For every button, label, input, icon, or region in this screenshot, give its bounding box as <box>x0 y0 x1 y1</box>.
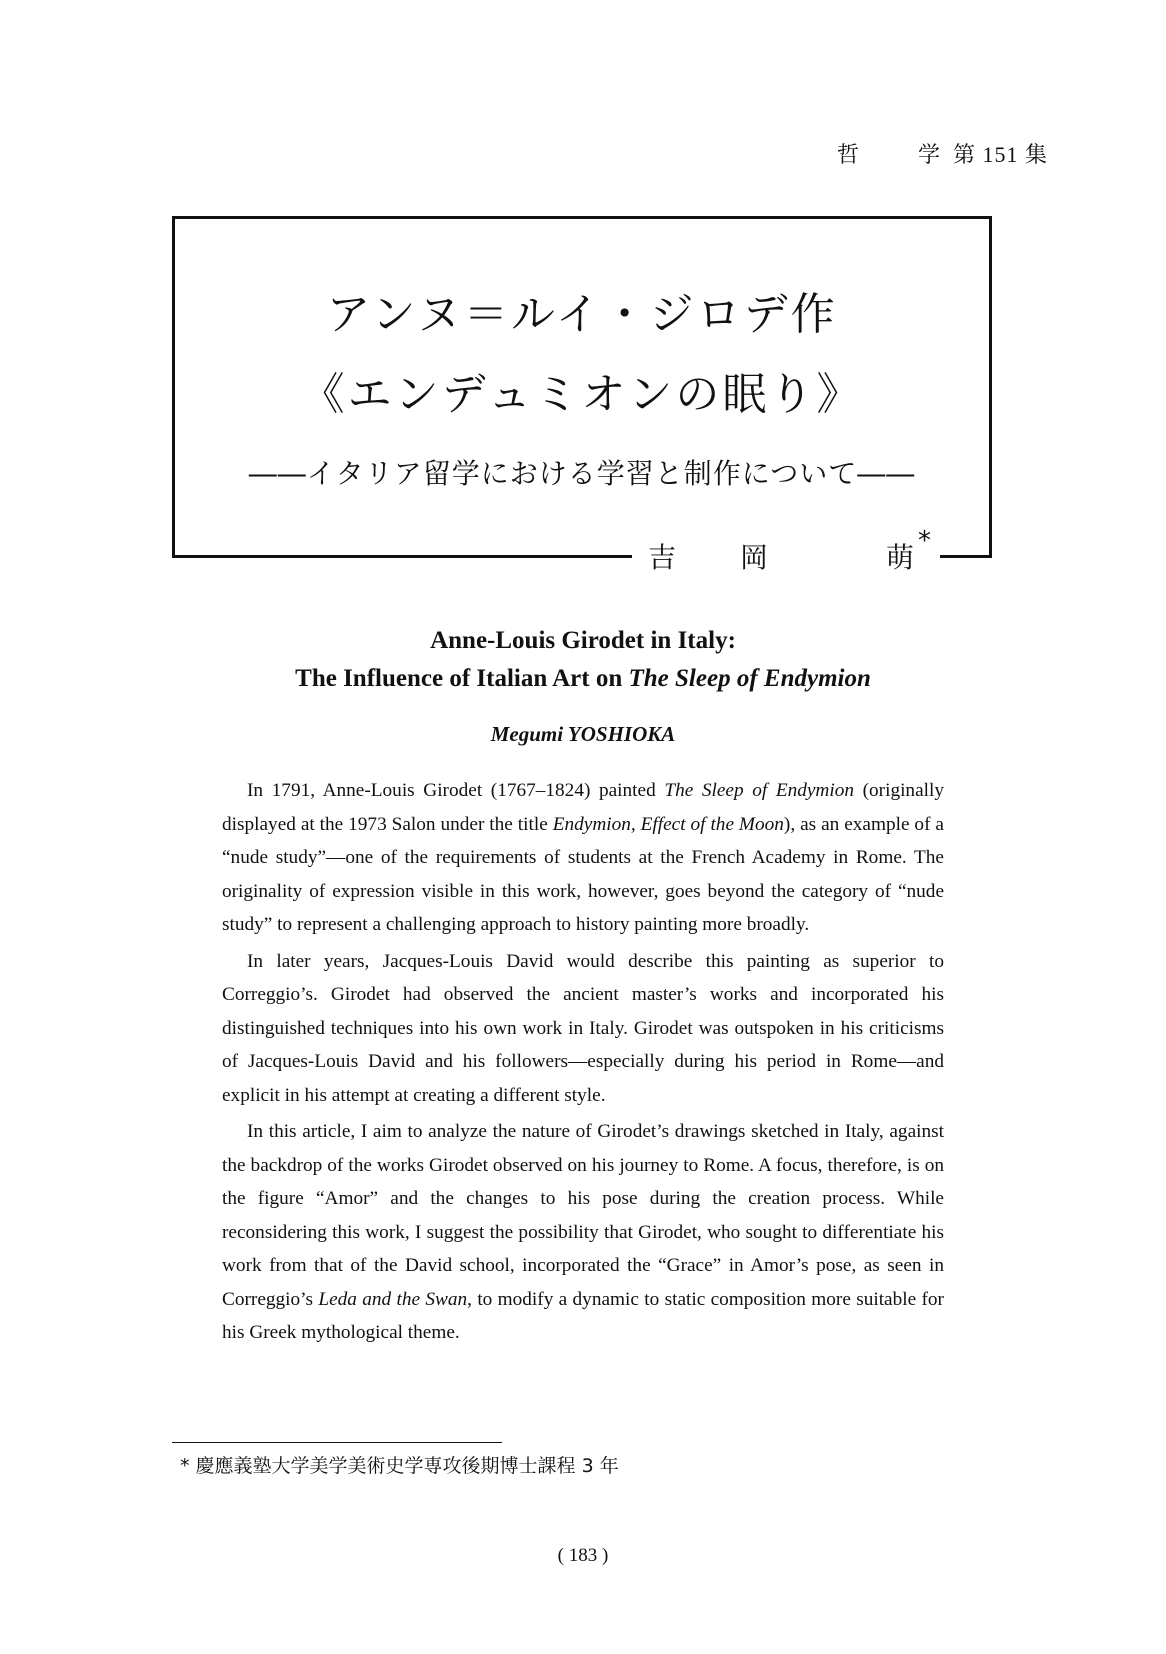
author-footnote-mark: * <box>918 526 931 556</box>
english-title-work: The Sleep of Endymion <box>628 665 871 692</box>
abstract-text: In this article, I aim to analyze the nature of Girodet’s drawings sketched in Italy, against the backdrop of the works Girodet observed on his journey to Rome. A focus, therefore, is on the figure “Amor” and the changes to his pose during the creation process. While reconsidering this work, I suggest the possibility that Girodet, who sought to differentiate his work from that of the David school, incorporated the “Grace” in Amor’s pose, as seen in Correggio’s <box>222 1121 944 1310</box>
abstract-paragraph-3 <box>222 1115 944 1350</box>
abstract-paragraph-2: In later years, Jacques-Louis David would describe this painting as superior to Correggio’s. Girodet had observed the ancient master’s works and incorporated his distinguished techniques into his own work in Italy. Girodet was outspoken in his criticisms of Jacques-Louis David and his followers—especially during his period in Rome—and explicit in his attempt at creating a different style. <box>222 950 944 1106</box>
journal-issue: 第 151 集 <box>952 142 1048 167</box>
english-title-prefix: The Influence of Italian Art on <box>295 665 629 692</box>
author-given-name: 萌 <box>886 541 915 574</box>
journal-header <box>837 138 1048 169</box>
page-number: ( 183 ) <box>557 1545 609 1566</box>
abstract-text: ), as an example of a “nude study”—one of the requirements of students at the French Academy in Rome. The originality of expression visible in this work, however, goes beyond the category of “nude study” to represent a challenging approach to history painting more broadly. <box>222 813 944 935</box>
footnote-text: 慶應義塾大学美学美術史学専攻後期博士課程 3 年 <box>195 1455 619 1477</box>
footnote <box>180 1451 619 1478</box>
abstract-paragraph-1 <box>222 774 944 942</box>
english-title-line1: Anne-Louis Girodet in Italy: <box>430 627 736 654</box>
japanese-subtitle: ――イタリア留学における学習と制作について―― <box>248 457 916 490</box>
abstract-text: , to modify a dynamic to static composition more suitable for his Greek mythological theme. <box>222 1288 944 1343</box>
japanese-title-line1: アンヌ＝ルイ・ジロデ作 <box>326 289 838 340</box>
author-family-char2: 岡 <box>740 541 769 574</box>
author-family-char1: 吉 <box>648 541 677 574</box>
english-title-line2 <box>0 665 1166 693</box>
title-frame-bottom-right <box>937 555 992 558</box>
title-frame-bottom-left <box>172 555 632 558</box>
work-title: Endymion, Effect of the Moon <box>552 813 784 835</box>
footnote-mark: * <box>180 1455 190 1477</box>
journal-name-part1: 哲 <box>836 142 860 167</box>
work-title: Leda and the Swan <box>318 1288 468 1310</box>
work-title: The Sleep of Endymion <box>664 780 854 801</box>
english-author: Megumi YOSHIOKA <box>490 722 676 746</box>
japanese-title-line2: 《エンデュミオンの眠り》 <box>300 369 864 420</box>
japanese-author <box>640 526 940 576</box>
abstract-text: In 1791, Anne-Louis Girodet (1767–1824) painted <box>247 780 665 801</box>
abstract-text: (originally displayed at the 1973 Salon under the title <box>222 780 944 835</box>
footnote-rule <box>172 1442 502 1443</box>
abstract <box>222 774 944 1353</box>
journal-name-part2: 学 <box>917 142 941 167</box>
